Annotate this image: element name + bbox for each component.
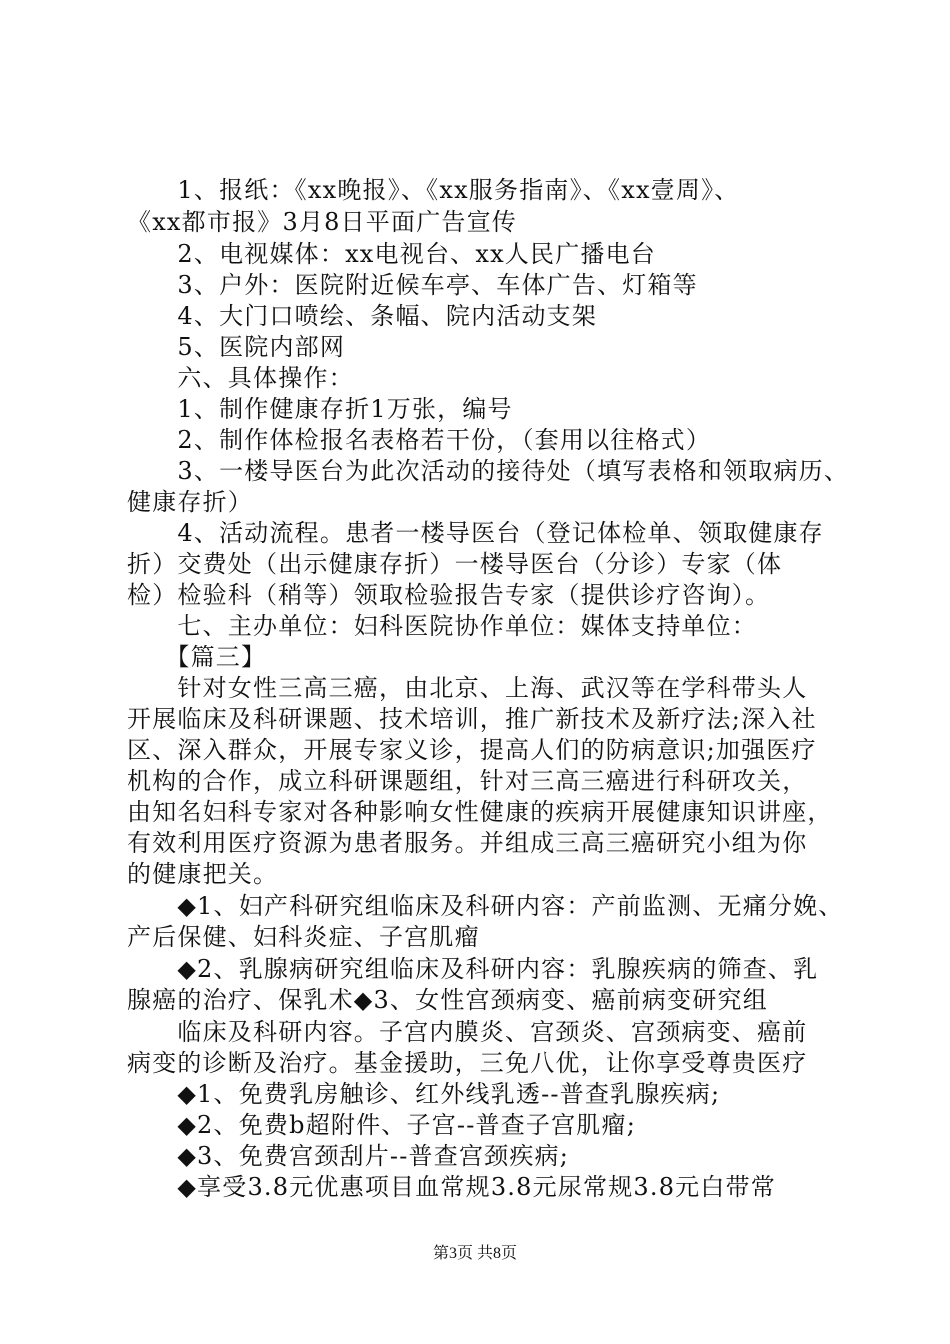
text-line: ◆享受3.8元优惠项目血常规3.8元尿常规3.8元白带常 <box>127 1173 776 1201</box>
section-heading: 七、主办单位：妇科医院协作单位：媒体支持单位： <box>127 612 757 640</box>
text-line: 病变的诊断及治疗。基金援助，三免八优，让你享受尊贵医疗 <box>127 1049 808 1077</box>
text-line: 3、户外：医院附近候车亭、车体广告、灯箱等 <box>127 271 698 299</box>
text-line: 产后保健、妇科炎症、子宫肌瘤 <box>127 923 480 951</box>
text-line: 区、深入群众，开展专家义诊，提高人们的防病意识;加强医疗 <box>127 736 817 764</box>
text-line: ◆2、乳腺病研究组临床及科研内容：乳腺疾病的筛查、乳 <box>127 955 819 983</box>
section-heading: 六、具体操作： <box>127 364 354 392</box>
text-line: 检）检验科（稍等）领取检验报告专家（提供诊疗咨询）。 <box>127 581 771 609</box>
text-line: 有效利用医疗资源为患者服务。并组成三高三癌研究小组为你 <box>127 829 808 857</box>
text-line: 1、制作健康存折1万张，编号 <box>127 395 513 423</box>
chapter-heading: 【篇三】 <box>127 643 267 671</box>
text-line: 4、大门口喷绘、条幅、院内活动支架 <box>127 302 598 330</box>
text-line: 5、医院内部网 <box>127 333 346 361</box>
text-line: ◆1、免费乳房触诊、红外线乳透--普查乳腺疾病; <box>127 1080 721 1108</box>
text-line: 机构的合作，成立科研课题组，针对三高三癌进行科研攻关， <box>127 767 808 795</box>
text-line: 2、制作体检报名表格若干份，（套用以往格式） <box>127 426 712 454</box>
text-line: 开展临床及科研课题、技术培训，推广新技术及新疗法;深入社 <box>127 705 817 733</box>
text-line: ◆1、妇产科研究组临床及科研内容：产前监测、无痛分娩、 <box>127 892 844 920</box>
text-line: 由知名妇科专家对各种影响女性健康的疾病开展健康知识讲座， <box>127 798 833 826</box>
page-number-footer: 第3页 共8页 <box>432 1245 517 1262</box>
text-line: 的健康把关。 <box>127 860 279 888</box>
text-line: 《xx都市报》3月8日平面广告宣传 <box>127 208 518 236</box>
text-line: 4、活动流程。患者一楼导医台（登记体检单、领取健康存 <box>127 519 824 547</box>
text-line: 3、一楼导医台为此次活动的接待处（填写表格和领取病历、 <box>127 457 850 485</box>
text-line: ◆2、免费b超附件、子宫--普查子宫肌瘤; <box>127 1111 636 1139</box>
text-line: 针对女性三高三癌，由北京、上海、武汉等在学科带头人 <box>127 674 808 702</box>
text-line: 折）交费处（出示健康存折）一楼导医台（分诊）专家（体 <box>127 550 783 578</box>
text-line: 腺癌的治疗、保乳术◆3、女性宫颈病变、癌前病变研究组 <box>127 986 768 1014</box>
text-line: ◆3、免费宫颈刮片--普查宫颈疾病; <box>127 1142 570 1170</box>
text-line: 2、电视媒体：xx电视台、xx人民广播电台 <box>127 240 657 268</box>
text-line: 1、报纸：《xx晚报》、《xx服务指南》、《xx壹周》、 <box>127 176 740 204</box>
text-line: 临床及科研内容。子宫内膜炎、宫颈炎、宫颈病变、癌前 <box>127 1018 808 1046</box>
text-line: 健康存折） <box>127 488 253 516</box>
